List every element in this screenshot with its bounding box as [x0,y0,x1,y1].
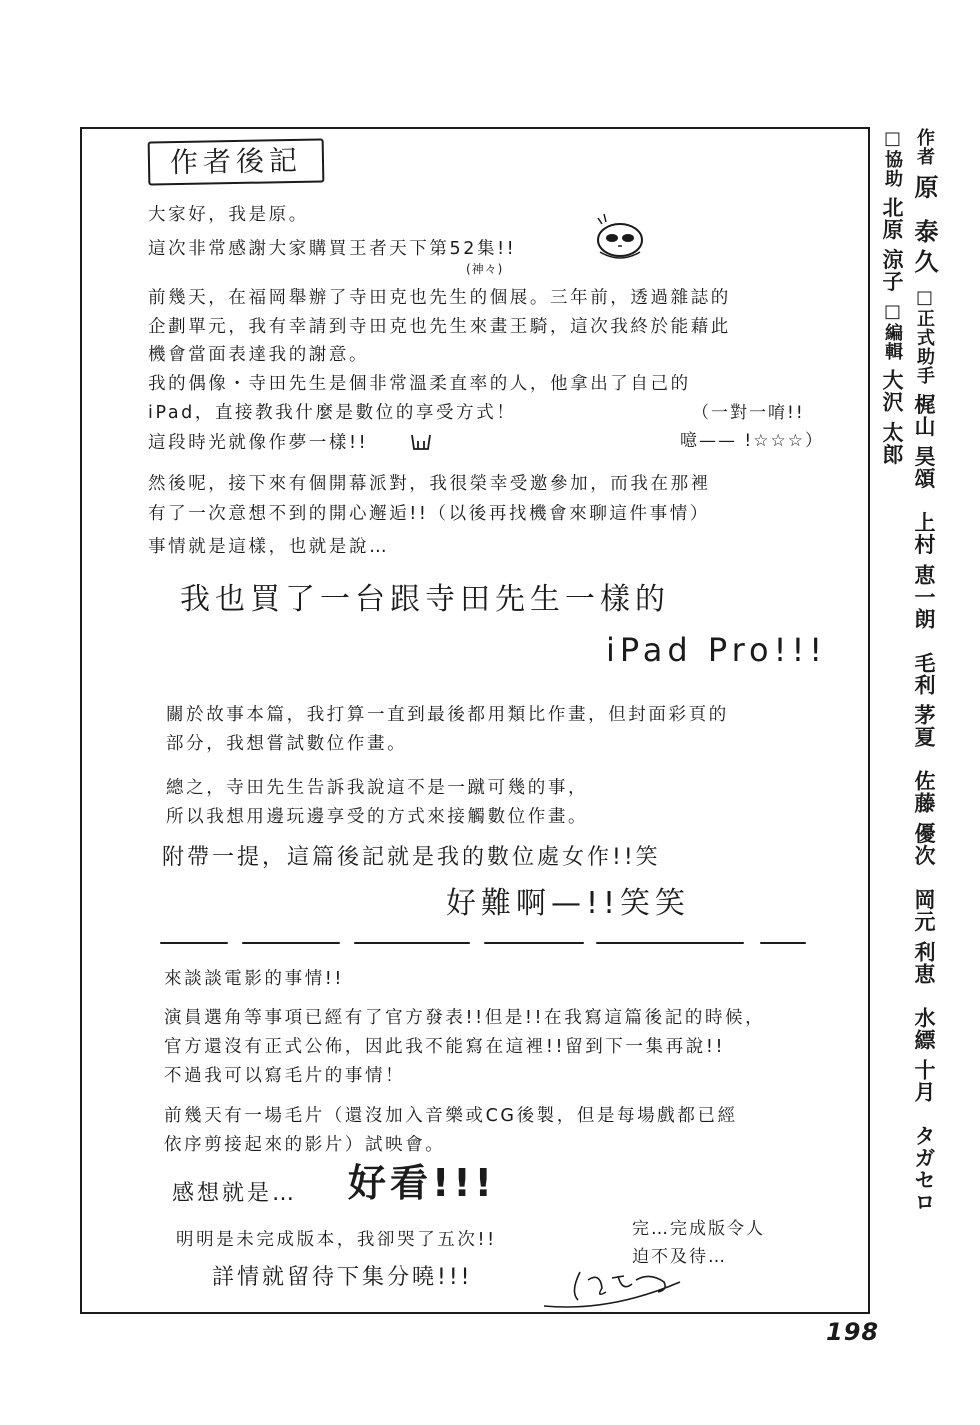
alien-doodle-icon [590,208,650,266]
kami-note: (神々) [466,262,504,276]
author-label: 作者 [914,128,935,166]
body-line: 官方還沒有正式公佈，因此我不能寫在這裡!!留到下一集再說!! [164,1037,726,1057]
body-line: 事情就是這樣，也就是說… [148,537,390,557]
credits-column [876,128,940,1238]
dash [242,942,340,944]
impression-line: 感想就是… [172,1181,298,1206]
body-line: 有了一次意想不到的開心邂逅!!（以後再找機會來聊這件事情） [148,504,710,524]
next-volume-line: 詳情就留待下集分曉!!! [212,1265,473,1290]
aside-complete-2: 迫不及待… [632,1247,727,1267]
dash [160,942,228,944]
body-line: 我的偶像・寺田先生是個非常溫柔直率的人，他拿出了自己的 [148,374,691,394]
dash [484,942,584,944]
body-line: 機會當面表達我的謝意。 [148,345,370,365]
heart-hands-icon [408,431,434,455]
signature-scribble [540,1262,690,1312]
body-line: 這段時光就像作夢一樣!! [148,433,369,453]
body-line: 前幾天有一場毛片（還沒加入音樂或CG後製，但是每場戲都已經 [164,1106,738,1126]
aside-one-on-one-2: 噫—— !☆☆☆） [680,431,824,451]
dash [596,942,744,944]
page-number: 198 [826,1318,880,1346]
body-line: 所以我想用邊玩邊享受的方式來接觸數位作畫。 [166,807,589,827]
greeting-line: 大家好，我是原。 [148,205,309,225]
body-line: 演員選角等事項已經有了官方發表!!但是!!在我寫這篇後記的時候， [164,1008,766,1028]
author-name: 原 泰久 [910,174,938,279]
assistant-label: □正式助手 [914,286,935,385]
body-line: 部分，我想嘗試數位作畫。 [166,734,408,754]
thanks-line: 這次非常感謝大家購買王者天下第52集!! [148,239,517,259]
cooperation-label: □協助 [882,128,903,188]
aside-complete: 完…完成版令人 [632,1219,765,1239]
editor-name: 大沢 太郎 [880,369,904,466]
body-line: 依序剪接起來的影片）試映會。 [164,1135,446,1155]
divider [160,934,810,954]
body-line: 關於故事本篇，我打算一直到最後都用類比作畫，但封面彩頁的 [166,705,729,725]
movie-heading: 來談談電影的事情!! [164,969,345,989]
dash [354,942,470,944]
dash [760,942,806,944]
body-line: iPad，直接教我什麼是數位的享受方式！ [148,403,517,423]
cooperation-names: 北原 涼子 [880,196,904,293]
headline-line: 我也買了一台跟寺田先生一樣的 [180,582,670,617]
editor-label: □編輯 [882,300,903,361]
body-line: 明明是未完成版本，我卻哭了五次!! [176,1230,497,1250]
body-line: 總之，寺田先生告訴我說這不是一蹴可幾的事， [166,778,589,798]
assistant-names: 梶山 昊頌 上村 恵一朗 毛利 茅夏 佐藤 優次 岡元 利恵 水縹 十月 タガセロ [912,393,936,1214]
digital-debut-line: 附帶一提，這篇後記就是我的數位處女作!!笑 [162,845,661,870]
body-line: 企劃單元，我有幸請到寺田克也先生來畫王騎，這次我終於能藉此 [148,317,731,337]
page-title: 作者後記 [148,138,325,185]
body-line: 然後呢，接下來有個開幕派對，我很榮幸受邀參加，而我在那裡 [148,474,711,494]
great-line: 好看!!! [348,1161,496,1205]
ipad-pro-line: iPad Pro!!! [606,631,828,669]
body-line: 不過我可以寫毛片的事情！ [164,1066,406,1086]
body-line: 前幾天，在福岡舉辦了寺田克也先生的個展。三年前，透過雜誌的 [148,288,731,308]
so-hard-line: 好難啊—!!笑笑 [446,886,691,921]
aside-one-on-one: （一對一唷!! [692,403,805,423]
